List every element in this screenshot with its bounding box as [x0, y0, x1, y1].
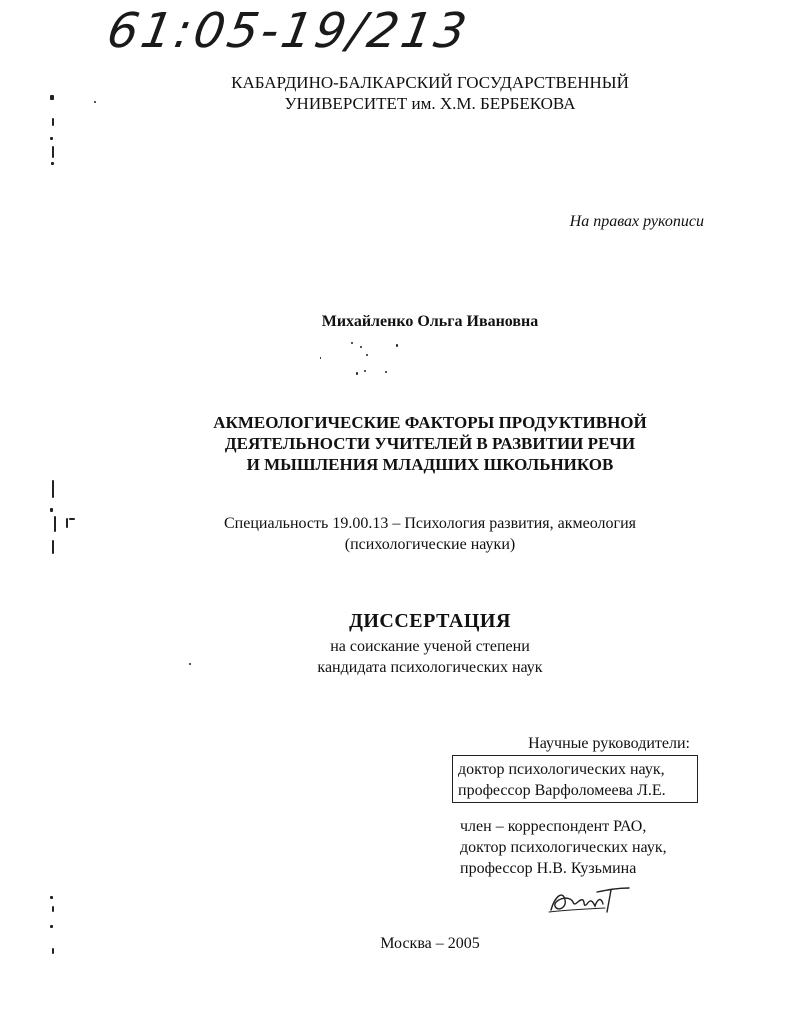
- scan-speck: [366, 354, 368, 356]
- dissertation-title: [150, 412, 710, 475]
- scan-speck: [51, 162, 54, 165]
- scan-speck: [50, 137, 53, 140]
- dissertation-heading: ДИССЕРТАЦИЯ: [349, 610, 511, 632]
- handwritten-archive-code: 61:05-19/213: [103, 3, 474, 59]
- city-year: Москва – 2005: [380, 935, 480, 952]
- degree-line-1: на соискание ученой степени: [330, 638, 530, 655]
- specialty-line-2: (психологические науки): [344, 536, 516, 553]
- scan-speck: [52, 948, 54, 954]
- supervisor-2-line-1: член – корреспондент РАО,: [460, 818, 647, 835]
- specialty-line-1: Специальность 19.00.13 – Психология развития, акмеология: [223, 515, 636, 532]
- scan-speck: [396, 344, 398, 347]
- scan-speck: [385, 371, 387, 373]
- title-line-3: И МЫШЛЕНИЯ МЛАДШИХ ШКОЛЬНИКОВ: [246, 455, 614, 474]
- university-line-2: УНИВЕРСИТЕТ им. Х.М. БЕРБЕКОВА: [284, 94, 576, 113]
- scan-speck: [50, 95, 54, 100]
- scan-speck: [52, 118, 54, 126]
- scan-speck: [50, 925, 53, 928]
- scan-speck: [54, 516, 56, 532]
- scan-speck: [94, 101, 96, 103]
- supervisor-2: [460, 816, 720, 879]
- university-line-1: КАБАРДИНО-БАЛКАРСКИЙ ГОСУДАРСТВЕННЫЙ: [231, 73, 629, 92]
- scan-speck: [69, 518, 75, 520]
- title-line-1: АКМЕОЛОГИЧЕСКИЕ ФАКТОРЫ ПРОДУКТИВНОЙ: [213, 413, 647, 432]
- scan-speck: [52, 480, 54, 498]
- scan-speck: [189, 663, 191, 665]
- supervisor-1-box: [452, 755, 698, 803]
- scan-speck: [66, 518, 68, 528]
- author-name: Михайленко Ольга Ивановна: [321, 313, 539, 330]
- degree-line-2: кандидата психологических наук: [317, 659, 543, 676]
- scan-speck: [50, 896, 53, 899]
- scan-speck: [364, 370, 366, 372]
- scan-speck: [360, 346, 362, 348]
- degree-description: [150, 636, 710, 678]
- specialty: [150, 513, 710, 555]
- supervisor-2-line-3: профессор Н.В. Кузьмина: [460, 860, 637, 877]
- supervisors-label: Научные руководители:: [528, 735, 690, 752]
- supervisor-2-line-2: доктор психологических наук,: [460, 839, 667, 856]
- scan-speck: [52, 906, 54, 912]
- scan-speck: [320, 357, 321, 359]
- scan-speck: [50, 508, 53, 512]
- handwritten-signature: [545, 882, 635, 918]
- scan-speck: [52, 540, 54, 554]
- scan-speck: [351, 342, 353, 344]
- title-line-2: ДЕЯТЕЛЬНОСТИ УЧИТЕЛЕЙ В РАЗВИТИИ РЕЧИ: [224, 434, 636, 453]
- scan-speck: [52, 146, 54, 158]
- manuscript-rights-note: На правах рукописи: [569, 213, 704, 230]
- supervisor-1-line-1: доктор психологических наук,: [458, 761, 665, 778]
- scan-speck: [356, 372, 358, 375]
- supervisor-1-line-2: профессор Варфоломеева Л.Е.: [458, 782, 666, 799]
- university-header: [150, 72, 710, 114]
